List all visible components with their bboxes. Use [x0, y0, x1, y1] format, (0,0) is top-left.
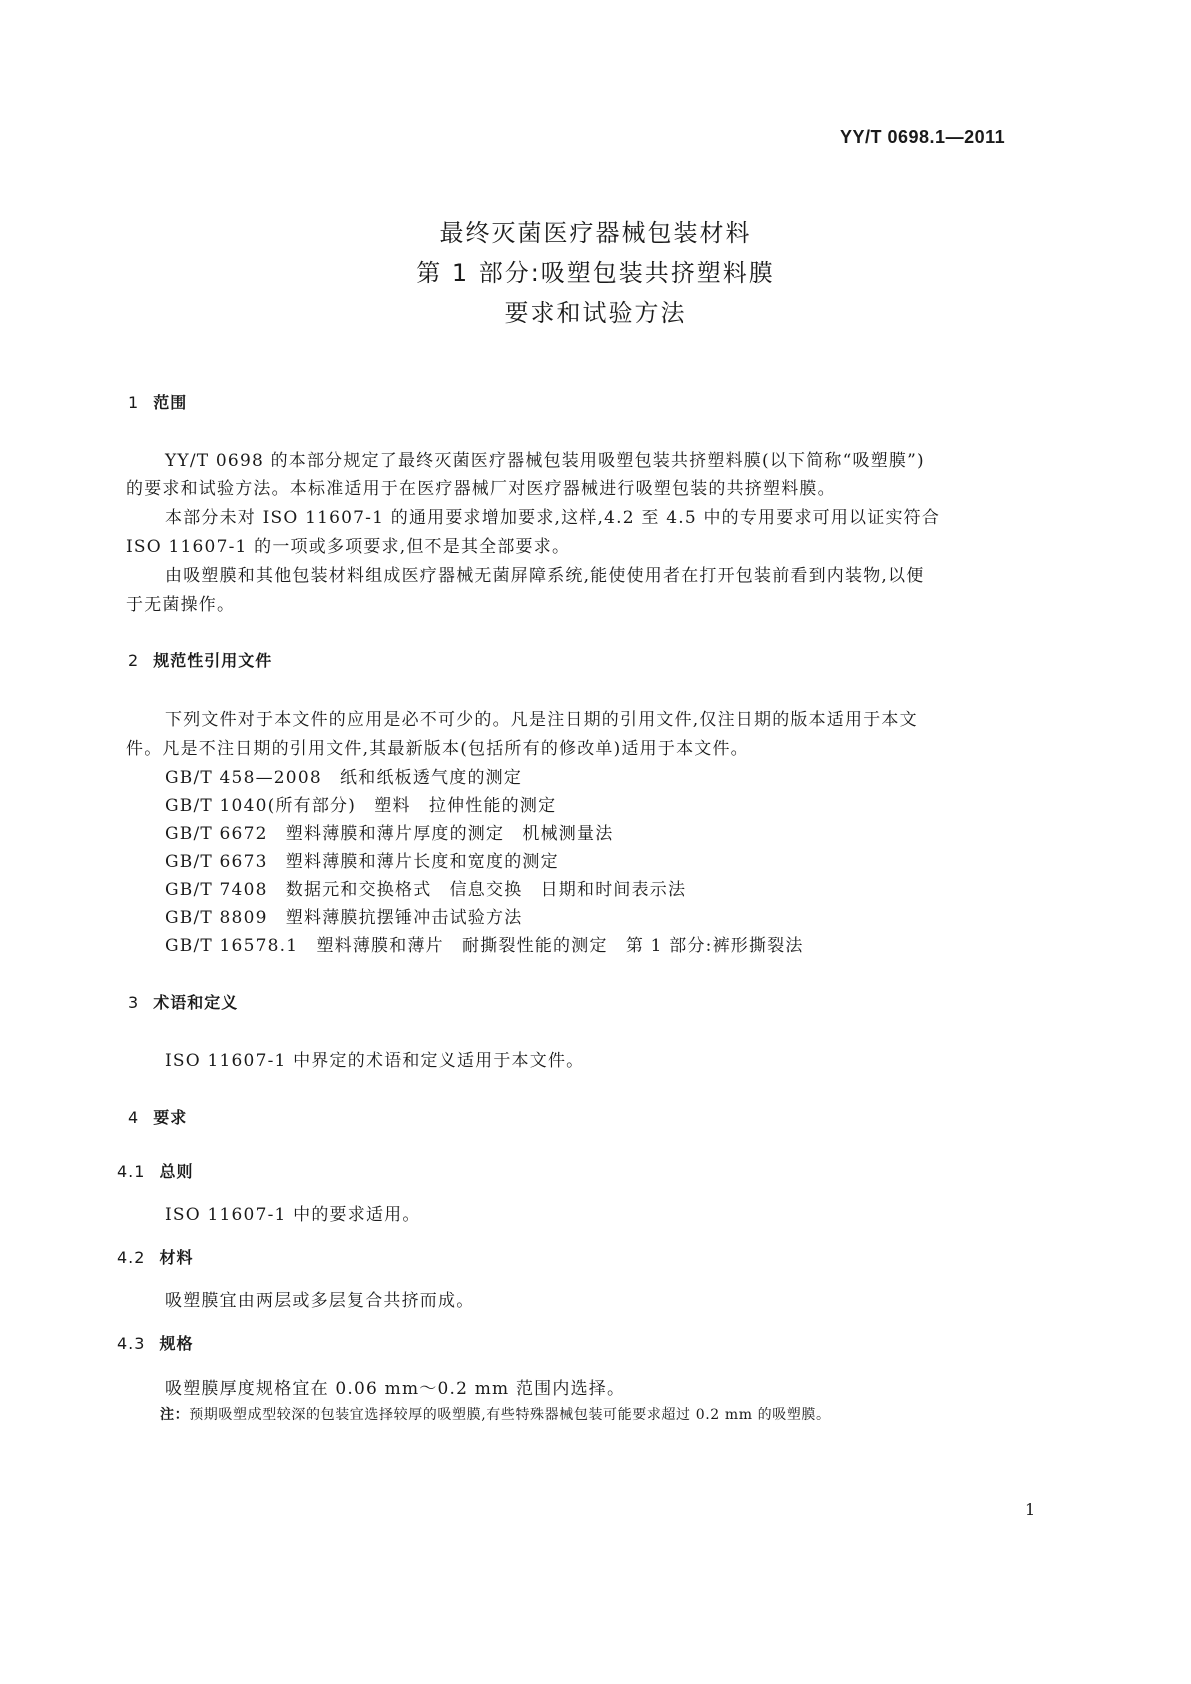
section-number: 4.2 [117, 1248, 146, 1267]
title-line-3: 要求和试验方法 [504, 299, 687, 327]
reference-item: GB/T 16578.1 塑料薄膜和薄片 耐撕裂性能的测定 第 1 部分:裤形撕裂法 [165, 936, 804, 956]
section-3-heading [128, 990, 238, 1013]
section-title: 规格 [159, 1334, 194, 1353]
paragraph-line: ISO 11607-1 中的要求适用。 [165, 1205, 421, 1225]
section-title: 规范性引用文件 [153, 651, 273, 670]
section-4-heading [128, 1105, 187, 1128]
reference-item: GB/T 7408 数据元和交换格式 信息交换 日期和时间表示法 [165, 880, 687, 900]
paragraph-line: 由吸塑膜和其他包装材料组成医疗器械无菌屏障系统,能使使用者在打开包装前看到内装物,以便 [165, 566, 925, 586]
section-number: 4.3 [117, 1334, 146, 1353]
note-text: 预期吸塑成型较深的包装宜选择较厚的吸塑膜,有些特殊器械包装可能要求超过 0.2 mm 的吸塑膜。 [189, 1407, 831, 1423]
section-4-3-heading [117, 1331, 193, 1354]
section-number: 3 [128, 993, 140, 1012]
paragraph-line: ISO 11607-1 中界定的术语和定义适用于本文件。 [165, 1051, 585, 1071]
paragraph-line: 吸塑膜宜由两层或多层复合共挤而成。 [165, 1291, 475, 1311]
paragraph-line: 吸塑膜厚度规格宜在 0.06 mm～0.2 mm 范围内选择。 [165, 1379, 626, 1399]
reference-item: GB/T 6672 塑料薄膜和薄片厚度的测定 机械测量法 [165, 824, 614, 844]
section-title: 要求 [153, 1108, 188, 1127]
reference-item: GB/T 6673 塑料薄膜和薄片长度和宽度的测定 [165, 852, 559, 872]
reference-item: GB/T 1040(所有部分) 塑料 拉伸性能的测定 [165, 796, 557, 816]
section-2-heading [128, 648, 272, 671]
section-4-2-heading [117, 1245, 193, 1268]
section-1-heading [128, 390, 187, 413]
note [160, 1404, 831, 1424]
section-number: 4 [128, 1108, 140, 1127]
title-line-1: 最终灭菌医疗器械包装材料 [439, 219, 752, 247]
section-number: 2 [128, 651, 140, 670]
section-title: 总则 [159, 1162, 194, 1181]
section-number: 1 [128, 393, 140, 412]
note-label: 注： [160, 1407, 190, 1423]
paragraph-line: 的要求和试验方法。本标准适用于在医疗器械厂对医疗器械进行吸塑包装的共挤塑料膜。 [126, 479, 836, 499]
title-line-2: 第 1 部分:吸塑包装共挤塑料膜 [416, 259, 775, 287]
standard-code: YY/T 0698.1—2011 [840, 127, 1006, 147]
paragraph-line: YY/T 0698 的本部分规定了最终灭菌医疗器械包装用吸塑包装共挤塑料膜(以下简称“吸塑膜”) [165, 451, 925, 471]
paragraph-line: 于无菌操作。 [126, 595, 236, 615]
section-title: 范围 [153, 393, 188, 412]
paragraph-line: 件。凡是不注日期的引用文件,其最新版本(包括所有的修改单)适用于本文件。 [126, 739, 749, 759]
reference-item: GB/T 458—2008 纸和纸板透气度的测定 [165, 768, 523, 788]
reference-item: GB/T 8809 塑料薄膜抗摆锤冲击试验方法 [165, 908, 523, 928]
section-4-1-heading [117, 1159, 193, 1182]
paragraph-line: ISO 11607-1 的一项或多项要求,但不是其全部要求。 [126, 537, 571, 557]
section-title: 术语和定义 [153, 993, 239, 1012]
section-number: 4.1 [117, 1162, 146, 1181]
page-number: 1 [1025, 1500, 1036, 1519]
paragraph-line: 下列文件对于本文件的应用是必不可少的。凡是注日期的引用文件,仅注日期的版本适用于本文 [165, 710, 918, 730]
paragraph-line: 本部分未对 ISO 11607-1 的通用要求增加要求,这样,4.2 至 4.5 中的专用要求可用以证实符合 [165, 508, 941, 528]
section-title: 材料 [159, 1248, 194, 1267]
